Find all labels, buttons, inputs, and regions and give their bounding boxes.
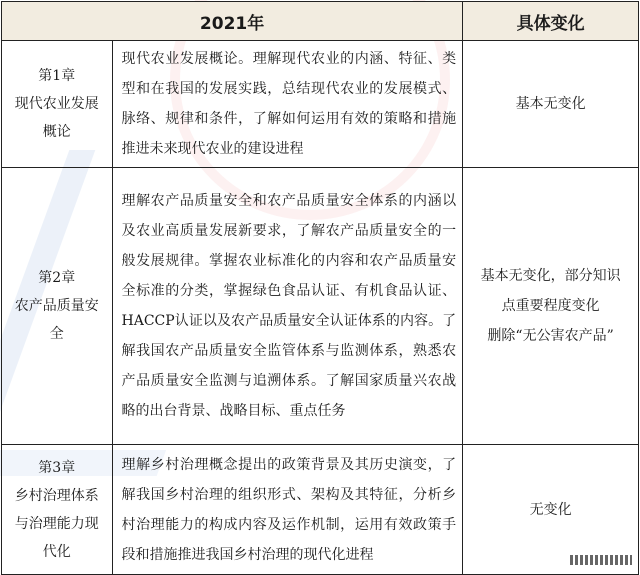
chapter-title-line: 代化 [42,543,71,560]
chapter-cell [2,445,113,575]
change-line: 点重要程度变化 [501,298,600,314]
change-line: 无变化 [529,501,572,518]
content-cell: 理解农产品质量安全和农产品质量安全体系的内涵以及农业高质量发展新要求，了解农产品质量安全的一般发展规律。掌握农业标准化的内容和农产品质量安全标准的分类，掌握绿色食品认证、有机食品认证、HACCP认证以及农产品质量安全认证体系的内容。了解我国农产品质量安全监管体系与监测体系，熟悉农产品质量安全监测与追溯体系。了解国家质量兴农战略的出台背景、战略目标、重点任务 [112,168,463,445]
chapter-title-line: 概论 [42,124,71,140]
corner-logo-mark [570,555,632,565]
change-line: 基本无变化，部分知识 [480,268,621,284]
content-cell: 理解乡村治理概念提出的政策背景及其历史演变，了解我国乡村治理的组织形式、架构及其特征，分析乡村治理能力的构成内容及运作机制，运用有效政策手段和措施推进我国乡村治理的现代化进程 [112,445,463,575]
chapter-title-line: 乡村治理体系 [14,487,99,504]
chapter-title-line: 现代农业发展 [14,96,99,112]
syllabus-change-table [1,1,639,575]
chapter-title-line: 全 [49,326,64,342]
table-row [2,41,639,168]
header-change: 具体变化 [463,2,639,41]
chapter-number: 第1章 [38,68,76,84]
change-line: 删除“无公害农产品” [487,328,614,344]
change-cell [463,168,639,445]
table-row [2,168,639,445]
table-row [2,445,639,575]
chapter-number: 第3章 [38,459,76,476]
chapter-number: 第2章 [38,270,76,286]
change-cell [463,41,639,168]
header-year: 2021年 [2,2,463,41]
content-cell: 现代农业发展概论。理解现代农业的内涵、特征、类型和在我国的发展实践，总结现代农业的发展模式、脉络、规律和条件，了解如何运用有效的策略和措施推进未来现代农业的建设进程 [112,41,463,168]
table-header-row [2,2,639,41]
chapter-title-line: 与治理能力现 [14,515,99,532]
change-line: 基本无变化 [515,96,586,112]
chapter-cell [2,41,113,168]
chapter-title-line: 农产品质量安 [14,298,99,314]
chapter-cell [2,168,113,445]
